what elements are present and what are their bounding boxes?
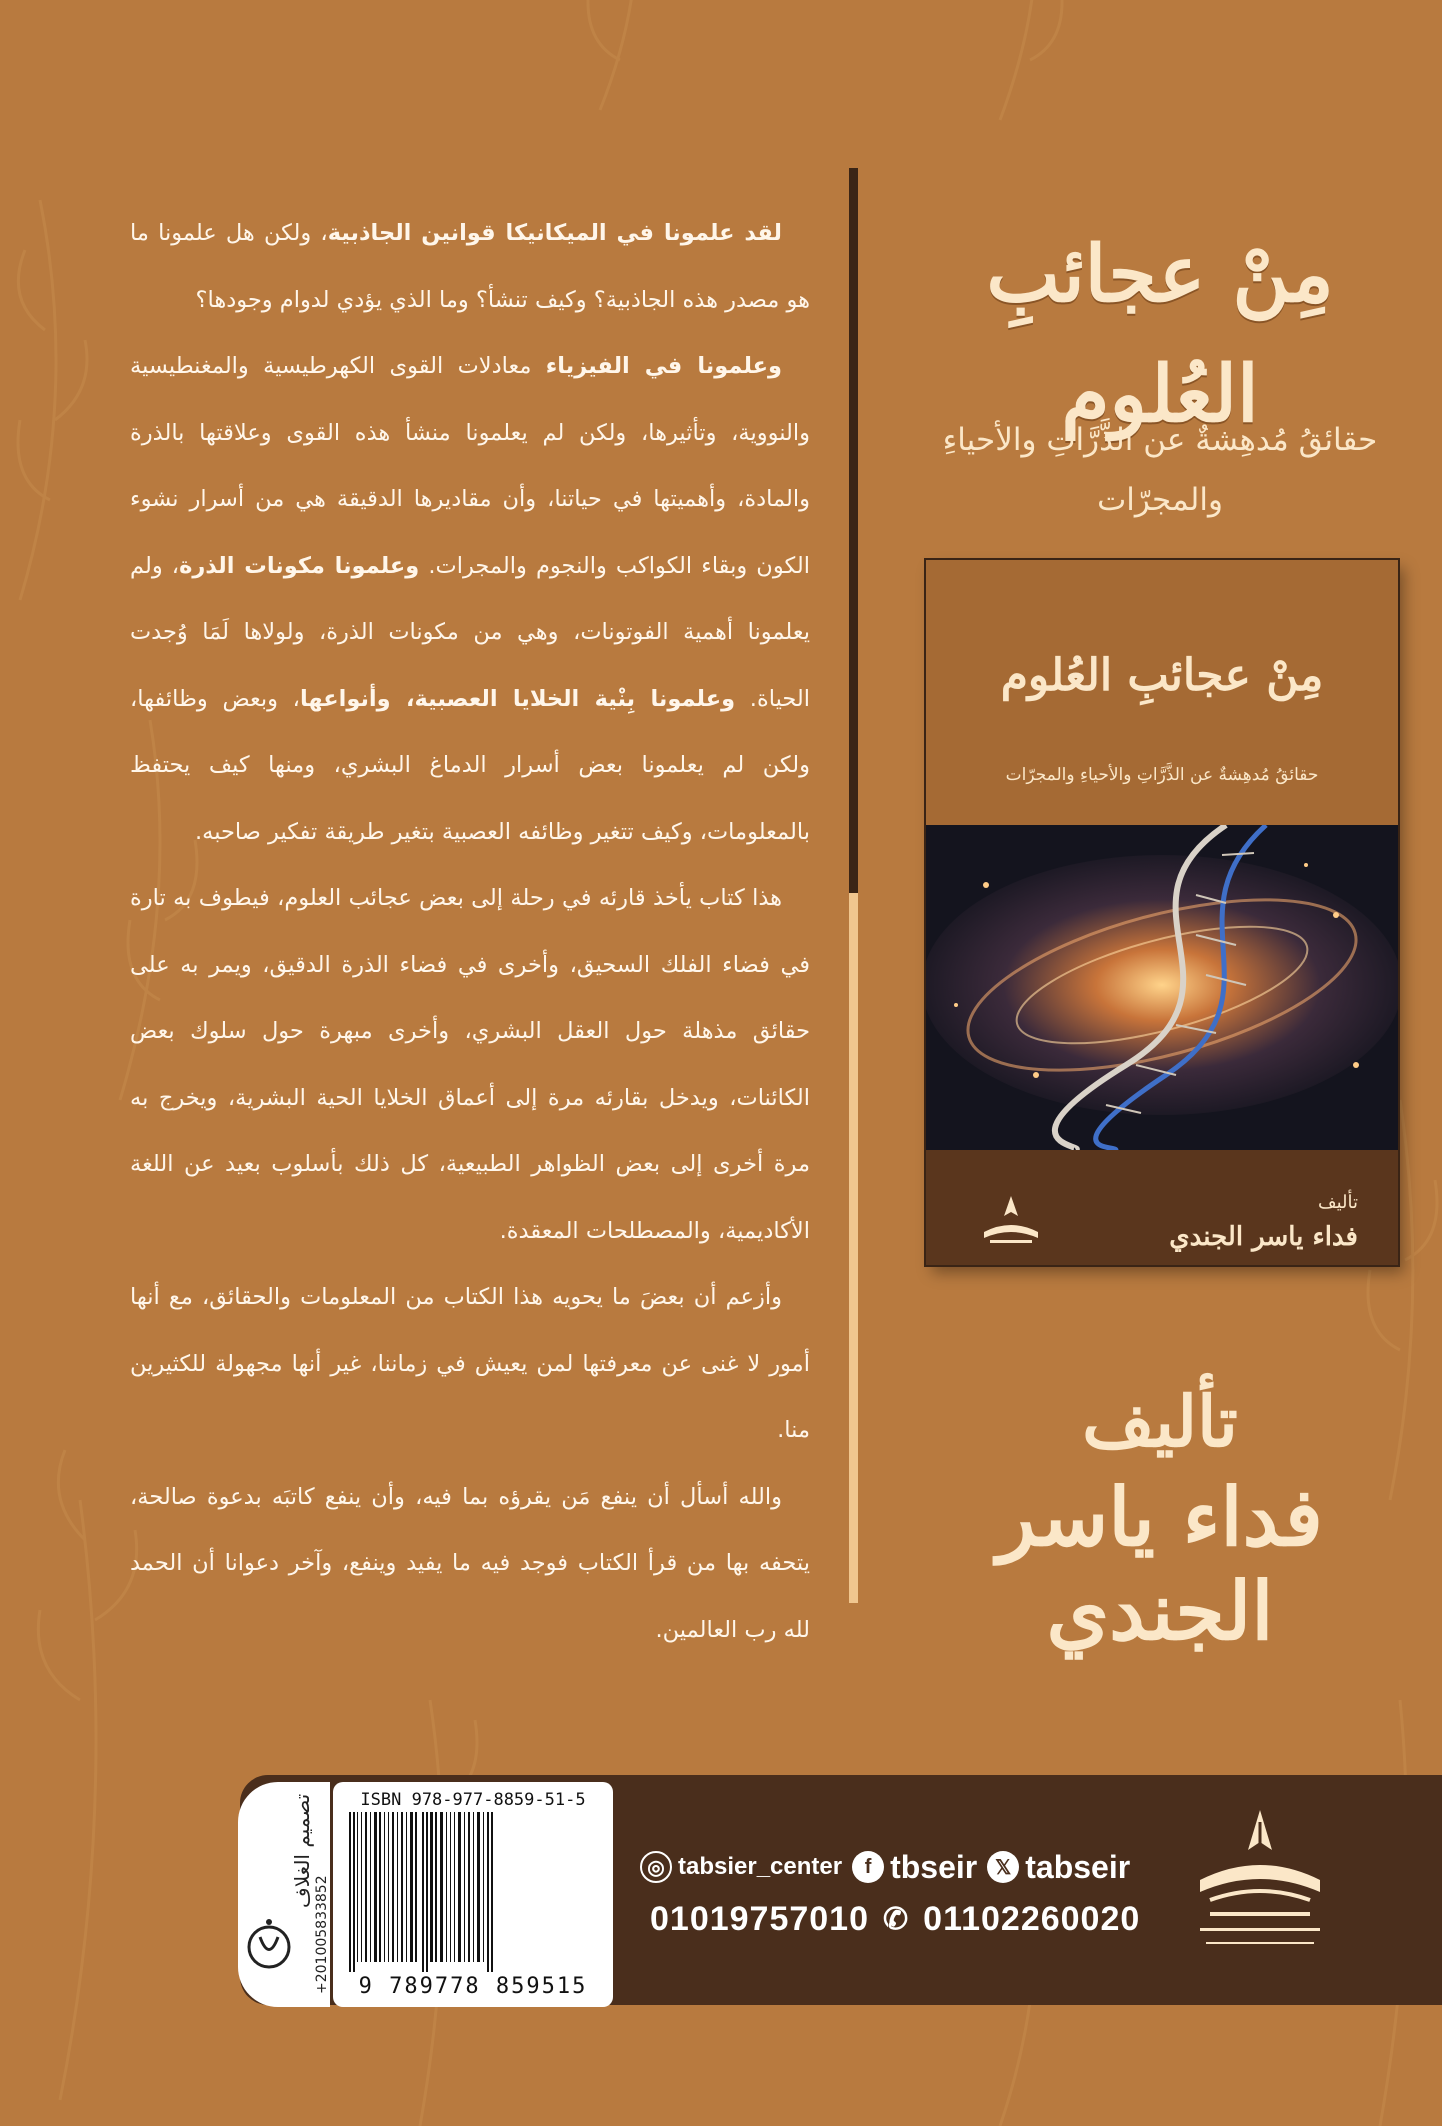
thumbnail-by-label: تأليف bbox=[1317, 1192, 1358, 1213]
barcode-bar bbox=[388, 1812, 389, 1962]
designer-logo bbox=[246, 1902, 292, 1992]
synopsis-paragraph: هذا كتاب يأخذ قارئه في رحلة إلى بعض عجائب العلوم، فيطوف به تارة في فضاء الفلك السحيق، وأخرى في فضاء الذرة الدقيق، ويمر به على حقائق مذهلة حول العقل البشري، وأخرى مبهرة حول سلوك بعض الكائنات، ويدخل بقارئه مرة إلى أعماق الخلايا الحية البشرية، ويخرج به مرة أخرى إلى بعض الظواهر الطبيعية، كل ذلك بأسلوب بعيد عن اللغة الأكاديمية، والمصطلحات المعقدة. bbox=[130, 885, 810, 1244]
barcode-bar bbox=[392, 1812, 394, 1962]
facebook-icon: f bbox=[852, 1851, 884, 1883]
book-subtitle: حقائقُ مُدهِشةٌ عن الذَّرَّاتِ والأحياءِ والمجرّات bbox=[942, 422, 1378, 518]
barcode-bar bbox=[468, 1812, 470, 1962]
barcode-bar bbox=[401, 1812, 403, 1962]
barcode-bar bbox=[406, 1812, 407, 1962]
barcode-bar bbox=[435, 1812, 437, 1962]
barcode-bar bbox=[430, 1812, 433, 1962]
barcode-bar bbox=[446, 1812, 447, 1962]
social-website[interactable]: ◎ tabsier_center bbox=[640, 1851, 842, 1883]
barcode-bar bbox=[370, 1812, 371, 1962]
by-label: تأليف bbox=[1082, 1380, 1238, 1463]
phone-number-2[interactable]: 01102260020 bbox=[923, 1900, 1141, 1938]
book-title: مِنْ عجائبِ العُلوم bbox=[986, 229, 1334, 440]
synopsis-paragraph: وأزعم أن بعضَ ما يحويه هذا الكتاب من المعلومات والحقائق، مع أنها أمور لا غنى عن معرفتها لمن يعيش في زماننا، غير أنها مجهولة للكثيرين منا. bbox=[130, 1284, 810, 1443]
x-icon: 𝕏 bbox=[987, 1851, 1019, 1883]
isbn-number: 9 789778 859515 bbox=[358, 1974, 588, 1999]
front-cover-thumbnail bbox=[926, 560, 1398, 1265]
synopsis-paragraph: وعلمونا في الفيزياء معادلات القوى الكهرطيسية والمغنطيسية والنووية، وتأثيرها، ولكن لم يعلمونا منشأ هذه القوى وعلاقتها بالذرة والمادة، وأهميتها في حياتنا، وأن مقاديرها الدقيقة هي من أسرار نشوء الكون وبقاء الكواكب والنجوم والمجرات. وعلمونا مكونات الذرة، ولم يعلمونا أهمية الفوتونات، وهي من مكونات الذرة، ولولاها لَمَا وُجدت الحياة. وعلمونا بِنْية الخلايا العصبية، وأنواعها، وبعض وظائفها، ولكن لم يعلمونا بعض أسرار الدماغ البشري، ومنها كيف يحتفظ بالمعلومات، وكيف تتغير وظائفه العصبية بتغير طريقة تفكير صاحبه. bbox=[130, 353, 811, 845]
barcode-bar bbox=[353, 1812, 355, 1972]
phone-icon: ✆ bbox=[883, 1903, 910, 1936]
barcode-bar bbox=[349, 1812, 351, 1972]
publisher-logo-small bbox=[976, 1188, 1046, 1248]
barcode-bar bbox=[487, 1812, 489, 1972]
barcode-bar bbox=[450, 1812, 451, 1962]
cover-designer-box bbox=[238, 1782, 330, 2007]
synopsis-text bbox=[130, 200, 810, 1663]
synopsis-paragraph: لقد علمونا في الميكانيكا قوانين الجاذبية، ولكن هل علمونا ما هو مصدر هذه الجاذبية؟ وكيف تنشأ؟ وما الذي يؤدي لدوام وجودها؟ bbox=[130, 220, 810, 313]
designer-phone: +201005833852 bbox=[314, 1875, 330, 1994]
thumbnail-title: مِنْ عجائبِ العُلوم bbox=[1000, 650, 1324, 701]
designer-label: تصميم الغلاف bbox=[290, 1794, 314, 1909]
thumbnail-author: فداء ياسر الجندي bbox=[1169, 1222, 1358, 1252]
synopsis-paragraph: والله أسأل أن ينفع مَن يقرؤه بما فيه، وأن ينفع كاتبَه بدعوة صالحة، يتحفه بها من قرأ الكتاب فوجد فيه ما يفيد وينفع، وآخر دعوانا أن الحمد لله رب العالمين. bbox=[130, 1483, 810, 1643]
barcode-bar bbox=[483, 1812, 484, 1962]
phone-number-1[interactable]: 01019757010 bbox=[650, 1900, 870, 1938]
galaxy-dna-illustration bbox=[926, 825, 1398, 1150]
barcode-bar bbox=[374, 1812, 377, 1962]
publisher-logo bbox=[1180, 1800, 1340, 1975]
social-links bbox=[640, 1845, 1160, 1889]
barcode-bar bbox=[454, 1812, 455, 1962]
barcode-bar bbox=[464, 1812, 465, 1962]
barcode-bar bbox=[365, 1812, 367, 1962]
barcode-bar bbox=[458, 1812, 461, 1962]
social-facebook[interactable]: f tbseir bbox=[852, 1849, 977, 1886]
barcode-bars bbox=[345, 1812, 601, 1972]
barcode-bar bbox=[426, 1812, 428, 1972]
barcode-bar bbox=[491, 1812, 493, 1972]
author-name: فداء ياسر الجندي bbox=[997, 1470, 1323, 1658]
thumbnail-footer bbox=[926, 1150, 1398, 1265]
barcode-bar bbox=[379, 1812, 381, 1962]
barcode-bar bbox=[397, 1812, 398, 1962]
divider-top bbox=[849, 168, 858, 893]
phone-numbers bbox=[650, 1900, 1160, 1939]
barcode-bar bbox=[357, 1812, 358, 1962]
barcode-bar bbox=[473, 1812, 474, 1962]
thumbnail-subtitle: حقائقُ مُدهِشةٌ عن الذَّرَّاتِ والأحياءِ والمجرّات bbox=[1005, 765, 1319, 785]
barcode-bar bbox=[384, 1812, 385, 1962]
barcode-bar bbox=[415, 1812, 417, 1962]
isbn-barcode bbox=[333, 1782, 613, 2007]
social-x[interactable]: 𝕏 tabseir bbox=[987, 1849, 1130, 1886]
barcode-bar bbox=[440, 1812, 443, 1962]
divider-bottom bbox=[849, 893, 858, 1603]
barcode-bar bbox=[422, 1812, 424, 1972]
barcode-bar bbox=[477, 1812, 480, 1962]
barcode-bar bbox=[361, 1812, 362, 1962]
barcode-bar bbox=[410, 1812, 413, 1962]
globe-icon: ◎ bbox=[640, 1851, 672, 1883]
isbn-label: ISBN 978-977-8859-51-5 bbox=[360, 1790, 586, 1810]
